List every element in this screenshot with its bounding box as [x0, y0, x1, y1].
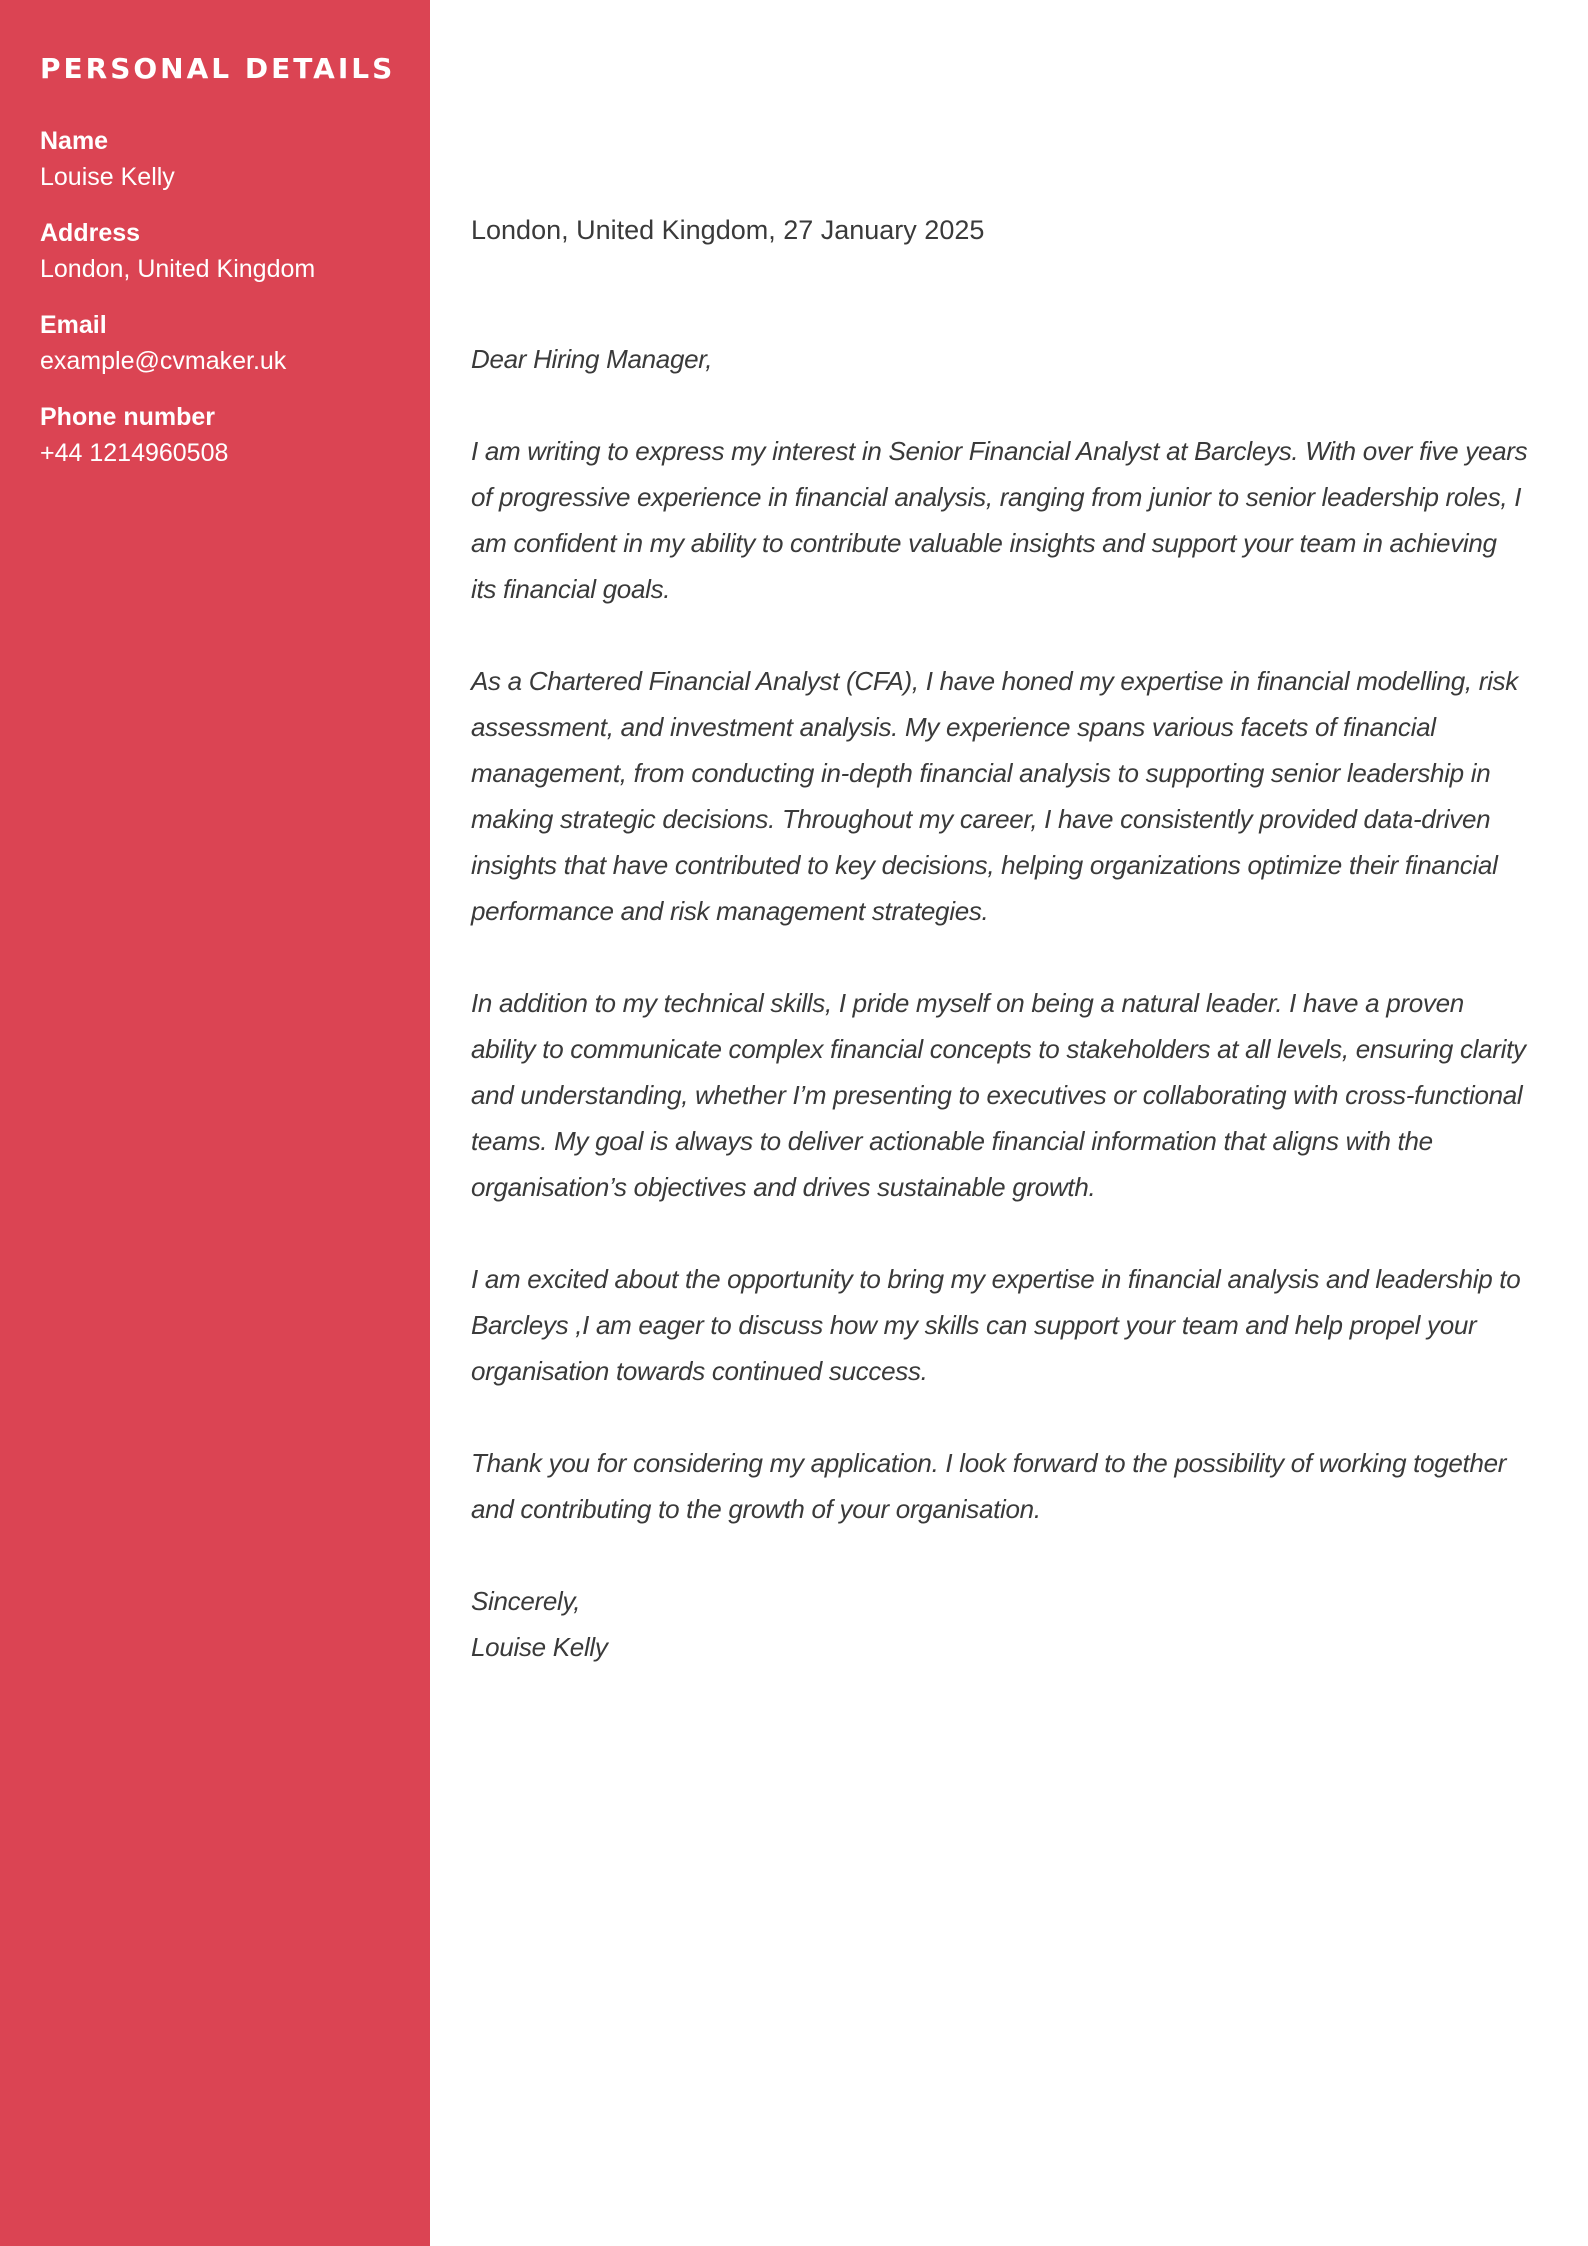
- letter-closing: Sincerely,: [471, 1586, 581, 1616]
- detail-label: Phone number: [40, 403, 216, 431]
- personal-details-heading: PERSONAL DETAILS: [40, 52, 396, 85]
- letter-content: [471, 336, 1528, 1670]
- detail-label: Address: [40, 219, 141, 247]
- letter-paragraph: In addition to my technical skills, I pride myself on being a natural leader. I have a proven ability to communicate complex financial concepts to stakeholders at all levels, ensuring clarity and understanding, whether I’m presenting to executives or collaborating with cross-functional teams. My goal is always to deliver actionable financial information that aligns with the organisation’s objectives and drives sustainable growth.: [471, 988, 1526, 1202]
- letter-paragraph: As a Chartered Financial Analyst (CFA), I have honed my expertise in financial modelling, risk assessment, and investment analysis. My experience spans various facets of financial management, from conducting in-depth financial analysis to supporting senior leadership in making strategic decisions. Throughout my career, I have consistently provided data-driven insights that have contributed to key decisions, helping organizations optimize their financial performance and risk management strategies.: [471, 666, 1518, 926]
- detail-value: example@cvmaker.uk: [40, 347, 287, 375]
- detail-label: Email: [40, 311, 107, 339]
- letter-greeting: Dear Hiring Manager,: [471, 344, 713, 374]
- personal-details-sidebar: [0, 0, 430, 2246]
- detail-address: [40, 215, 400, 287]
- detail-label: Name: [40, 127, 109, 155]
- detail-phone: [40, 399, 400, 471]
- letter-body: [430, 0, 1588, 2246]
- detail-value: London, United Kingdom: [40, 255, 316, 283]
- letter-paragraph: I am excited about the opportunity to bring my expertise in financial analysis and leadership to Barcleys ,I am eager to discuss how my skills can support your team and help propel your organisation towards continued success.: [471, 1264, 1521, 1386]
- detail-name: [40, 123, 400, 195]
- letter-signature: Louise Kelly: [471, 1632, 608, 1662]
- detail-value: +44 1214960508: [40, 439, 229, 467]
- letter-paragraph: Thank you for considering my application. I look forward to the possibility of working together and contributing to the growth of your organisation.: [471, 1448, 1507, 1524]
- detail-email: [40, 307, 400, 379]
- letter-date-line: London, United Kingdom, 27 January 2025: [471, 215, 985, 245]
- detail-value: Louise Kelly: [40, 163, 175, 191]
- letter-paragraph: I am writing to express my interest in Senior Financial Analyst at Barcleys. With over five years of progressive experience in financial analysis, ranging from junior to senior leadership roles, I am confident in my ability to contribute valuable insights and support your team in achieving its financial goals.: [471, 436, 1528, 604]
